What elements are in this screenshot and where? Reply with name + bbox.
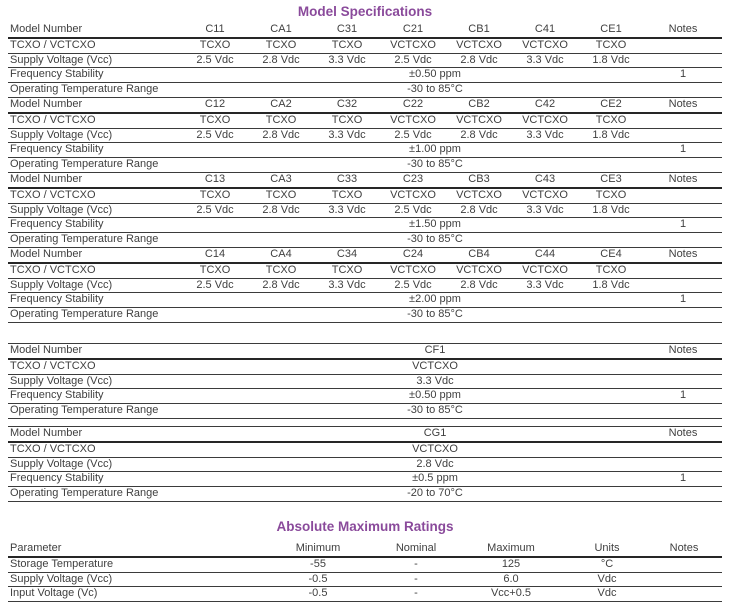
amr-units-cell: Vdc: [568, 572, 646, 587]
empty-notes-cell: [644, 359, 722, 374]
supply-voltage-cell: 3.3 Vdc: [512, 278, 578, 293]
notes-column-header: Notes: [644, 426, 722, 441]
row-label-operating-temp: Operating Temperature Range: [8, 404, 182, 419]
empty-notes-cell: [644, 38, 722, 53]
model-number-cell: C44: [512, 248, 578, 263]
oscillator-type-cell: TCXO: [578, 263, 644, 278]
spec-table-block-1: [8, 23, 722, 98]
table-row: [8, 389, 722, 404]
table-row: [8, 487, 722, 502]
table-row: [8, 173, 722, 188]
stability-note-cell: 1: [644, 472, 722, 487]
oscillator-type-cell: VCTCXO: [182, 442, 644, 457]
spec-table-block-4: [8, 248, 722, 323]
oscillator-type-cell: TCXO: [182, 113, 248, 128]
table-row: [8, 278, 722, 293]
stability-note-cell: 1: [644, 218, 722, 233]
amr-nominal-cell: -: [378, 557, 454, 572]
table-row: [8, 343, 722, 358]
supply-voltage-cell: 2.8 Vdc: [248, 203, 314, 218]
supply-voltage-cell: 3.3 Vdc: [314, 278, 380, 293]
row-label-supply-voltage: Supply Voltage (Vcc): [8, 203, 182, 218]
table-row: [8, 442, 722, 457]
model-number-cell: C21: [380, 23, 446, 38]
spec-table-cf1: [8, 343, 722, 419]
row-label-model-number: Model Number: [8, 343, 182, 358]
model-number-cell: C13: [182, 173, 248, 188]
model-number-cell: CA2: [248, 98, 314, 113]
row-label-model-number: Model Number: [8, 98, 182, 113]
model-number-cell: CB2: [446, 98, 512, 113]
model-number-cell: C12: [182, 98, 248, 113]
model-number-cell: C22: [380, 98, 446, 113]
spec-table-cg1: [8, 426, 722, 502]
model-number-cell: C14: [182, 248, 248, 263]
row-label-operating-temp: Operating Temperature Range: [8, 158, 182, 173]
supply-voltage-cell: 1.8 Vdc: [578, 203, 644, 218]
oscillator-type-cell: TCXO: [314, 113, 380, 128]
row-label-operating-temp: Operating Temperature Range: [8, 83, 182, 98]
model-number-cell: CB4: [446, 248, 512, 263]
oscillator-type-cell: VCTCXO: [512, 113, 578, 128]
table-row: [8, 359, 722, 374]
amr-maximum-cell: 125: [454, 557, 568, 572]
row-label-oscillator-type: TCXO / VCTCXO: [8, 359, 182, 374]
frequency-stability-cell: ±0.50 ppm: [182, 389, 644, 404]
table-row: [8, 23, 722, 38]
model-number-cell: CB1: [446, 23, 512, 38]
table-row: [8, 143, 722, 158]
operating-temp-cell: -20 to 70°C: [182, 487, 644, 502]
row-label-operating-temp: Operating Temperature Range: [8, 233, 182, 248]
oscillator-type-cell: TCXO: [578, 38, 644, 53]
amr-notes-cell: [646, 557, 722, 572]
empty-notes-cell: [644, 53, 722, 68]
supply-voltage-cell: 2.8 Vdc: [446, 278, 512, 293]
row-label-supply-voltage: Supply Voltage (Vcc): [8, 374, 182, 389]
table-row: [8, 38, 722, 53]
oscillator-type-cell: TCXO: [248, 188, 314, 203]
oscillator-type-cell: VCTCXO: [512, 188, 578, 203]
amr-notes-cell: [646, 572, 722, 587]
oscillator-type-cell: TCXO: [314, 38, 380, 53]
operating-temp-cell: -30 to 85°C: [182, 158, 644, 173]
oscillator-type-cell: TCXO: [314, 263, 380, 278]
model-number-cell: CG1: [182, 426, 644, 441]
table-row: [8, 572, 722, 587]
table-row: [8, 158, 722, 173]
supply-voltage-cell: 3.3 Vdc: [314, 128, 380, 143]
amr-header-parameter: Parameter: [8, 542, 258, 557]
oscillator-type-cell: VCTCXO: [380, 113, 446, 128]
table-row: [8, 542, 722, 557]
oscillator-type-cell: VCTCXO: [512, 38, 578, 53]
oscillator-type-cell: TCXO: [182, 188, 248, 203]
model-number-cell: CA3: [248, 173, 314, 188]
datasheet-page: [0, 4, 730, 602]
supply-voltage-cell: 2.5 Vdc: [182, 278, 248, 293]
stability-note-cell: 1: [644, 68, 722, 83]
frequency-stability-cell: ±1.00 ppm: [182, 143, 644, 158]
empty-notes-cell: [644, 278, 722, 293]
empty-notes-cell: [644, 374, 722, 389]
oscillator-type-cell: VCTCXO: [380, 188, 446, 203]
model-number-cell: C23: [380, 173, 446, 188]
model-number-cell: C31: [314, 23, 380, 38]
table-row: [8, 426, 722, 441]
stability-note-cell: 1: [644, 143, 722, 158]
empty-notes-cell: [644, 308, 722, 323]
oscillator-type-cell: TCXO: [248, 263, 314, 278]
supply-voltage-cell: 1.8 Vdc: [578, 53, 644, 68]
model-number-cell: CE3: [578, 173, 644, 188]
table-row: [8, 308, 722, 323]
notes-column-header: Notes: [644, 173, 722, 188]
model-number-cell: CA4: [248, 248, 314, 263]
model-number-cell: C33: [314, 173, 380, 188]
row-label-frequency-stability: Frequency Stability: [8, 389, 182, 404]
oscillator-type-cell: TCXO: [182, 38, 248, 53]
supply-voltage-cell: 3.3 Vdc: [314, 203, 380, 218]
empty-notes-cell: [644, 158, 722, 173]
table-row: [8, 218, 722, 233]
table-row: [8, 587, 722, 602]
model-number-cell: CF1: [182, 343, 644, 358]
operating-temp-cell: -30 to 85°C: [182, 404, 644, 419]
model-number-cell: C32: [314, 98, 380, 113]
amr-header-maximum: Maximum: [454, 542, 568, 557]
operating-temp-cell: -30 to 85°C: [182, 233, 644, 248]
model-number-cell: C42: [512, 98, 578, 113]
notes-column-header: Notes: [644, 248, 722, 263]
empty-notes-cell: [644, 487, 722, 502]
row-label-frequency-stability: Frequency Stability: [8, 143, 182, 158]
table-row: [8, 404, 722, 419]
table-row: [8, 248, 722, 263]
supply-voltage-cell: 2.8 Vdc: [182, 457, 644, 472]
model-number-cell: CE4: [578, 248, 644, 263]
row-label-oscillator-type: TCXO / VCTCXO: [8, 263, 182, 278]
table-row: [8, 128, 722, 143]
row-label-oscillator-type: TCXO / VCTCXO: [8, 113, 182, 128]
spec-tables-container: [0, 23, 730, 323]
spec-table-block-2: [8, 98, 722, 173]
amr-units-cell: Vdc: [568, 587, 646, 602]
amr-table-container: [0, 542, 730, 602]
notes-column-header: Notes: [644, 23, 722, 38]
model-number-cell: C24: [380, 248, 446, 263]
model-number-cell: C11: [182, 23, 248, 38]
supply-voltage-cell: 1.8 Vdc: [578, 128, 644, 143]
supply-voltage-cell: 2.8 Vdc: [248, 53, 314, 68]
frequency-stability-cell: ±1.50 ppm: [182, 218, 644, 233]
oscillator-type-cell: VCTCXO: [380, 263, 446, 278]
supply-voltage-cell: 3.3 Vdc: [512, 53, 578, 68]
oscillator-type-cell: VCTCXO: [446, 38, 512, 53]
amr-units-cell: °C: [568, 557, 646, 572]
model-number-cell: C34: [314, 248, 380, 263]
amr-minimum-cell: -55: [258, 557, 378, 572]
amr-minimum-cell: -0.5: [258, 572, 378, 587]
table-row: [8, 457, 722, 472]
row-label-model-number: Model Number: [8, 426, 182, 441]
supply-voltage-cell: 2.5 Vdc: [380, 53, 446, 68]
empty-notes-cell: [644, 457, 722, 472]
row-label-operating-temp: Operating Temperature Range: [8, 308, 182, 323]
row-label-supply-voltage: Supply Voltage (Vcc): [8, 128, 182, 143]
table-row: [8, 293, 722, 308]
supply-voltage-cell: 2.5 Vdc: [182, 203, 248, 218]
empty-notes-cell: [644, 128, 722, 143]
amr-nominal-cell: -: [378, 587, 454, 602]
amr-header-nominal: Nominal: [378, 542, 454, 557]
supply-voltage-cell: 2.8 Vdc: [248, 128, 314, 143]
oscillator-type-cell: VCTCXO: [380, 38, 446, 53]
oscillator-type-cell: TCXO: [314, 188, 380, 203]
table-row: [8, 557, 722, 572]
supply-voltage-cell: 2.5 Vdc: [380, 278, 446, 293]
row-label-frequency-stability: Frequency Stability: [8, 293, 182, 308]
row-label-supply-voltage: Supply Voltage (Vcc): [8, 278, 182, 293]
supply-voltage-cell: 2.5 Vdc: [380, 203, 446, 218]
row-label-oscillator-type: TCXO / VCTCXO: [8, 38, 182, 53]
supply-voltage-cell: 2.8 Vdc: [446, 53, 512, 68]
empty-notes-cell: [644, 233, 722, 248]
row-label-model-number: Model Number: [8, 173, 182, 188]
table-row: [8, 68, 722, 83]
operating-temp-cell: -30 to 85°C: [182, 308, 644, 323]
amr-header-notes: Notes: [646, 542, 722, 557]
table-row: [8, 203, 722, 218]
table-row: [8, 53, 722, 68]
supply-voltage-cell: 3.3 Vdc: [182, 374, 644, 389]
row-label-oscillator-type: TCXO / VCTCXO: [8, 188, 182, 203]
empty-notes-cell: [644, 203, 722, 218]
oscillator-type-cell: TCXO: [578, 188, 644, 203]
amr-header-units: Units: [568, 542, 646, 557]
table-row: [8, 263, 722, 278]
supply-voltage-cell: 2.8 Vdc: [248, 278, 314, 293]
model-number-cell: C41: [512, 23, 578, 38]
supply-voltage-cell: 2.5 Vdc: [182, 128, 248, 143]
amr-table: [8, 542, 722, 602]
supply-voltage-cell: 3.3 Vdc: [512, 128, 578, 143]
table-row: [8, 98, 722, 113]
row-label-operating-temp: Operating Temperature Range: [8, 487, 182, 502]
row-label-supply-voltage: Supply Voltage (Vcc): [8, 457, 182, 472]
amr-parameter-cell: Input Voltage (Vc): [8, 587, 258, 602]
empty-notes-cell: [644, 442, 722, 457]
row-label-frequency-stability: Frequency Stability: [8, 218, 182, 233]
stability-note-cell: 1: [644, 293, 722, 308]
row-label-supply-voltage: Supply Voltage (Vcc): [8, 53, 182, 68]
table-row: [8, 113, 722, 128]
oscillator-type-cell: TCXO: [248, 38, 314, 53]
empty-notes-cell: [644, 113, 722, 128]
table-row: [8, 233, 722, 248]
amr-minimum-cell: -0.5: [258, 587, 378, 602]
amr-parameter-cell: Supply Voltage (Vcc): [8, 572, 258, 587]
row-label-oscillator-type: TCXO / VCTCXO: [8, 442, 182, 457]
model-number-cell: CE2: [578, 98, 644, 113]
frequency-stability-cell: ±2.00 ppm: [182, 293, 644, 308]
amr-maximum-cell: Vcc+0.5: [454, 587, 568, 602]
empty-notes-cell: [644, 188, 722, 203]
oscillator-type-cell: TCXO: [248, 113, 314, 128]
supply-voltage-cell: 1.8 Vdc: [578, 278, 644, 293]
oscillator-type-cell: VCTCXO: [512, 263, 578, 278]
row-label-frequency-stability: Frequency Stability: [8, 68, 182, 83]
empty-notes-cell: [644, 263, 722, 278]
spec-table-block-3: [8, 173, 722, 248]
oscillator-type-cell: VCTCXO: [446, 263, 512, 278]
row-label-frequency-stability: Frequency Stability: [8, 472, 182, 487]
supply-voltage-cell: 3.3 Vdc: [512, 203, 578, 218]
table-row: [8, 83, 722, 98]
amr-section-title: Absolute Maximum Ratings: [276, 518, 454, 534]
supply-voltage-cell: 2.8 Vdc: [446, 128, 512, 143]
notes-column-header: Notes: [644, 98, 722, 113]
row-label-model-number: Model Number: [8, 248, 182, 263]
supply-voltage-cell: 3.3 Vdc: [314, 53, 380, 68]
model-number-cell: CE1: [578, 23, 644, 38]
oscillator-type-cell: TCXO: [578, 113, 644, 128]
model-number-cell: C43: [512, 173, 578, 188]
oscillator-type-cell: VCTCXO: [446, 113, 512, 128]
oscillator-type-cell: VCTCXO: [446, 188, 512, 203]
single-model-tables-container: [0, 343, 730, 502]
supply-voltage-cell: 2.5 Vdc: [380, 128, 446, 143]
stability-note-cell: 1: [644, 389, 722, 404]
supply-voltage-cell: 2.5 Vdc: [182, 53, 248, 68]
amr-parameter-cell: Storage Temperature: [8, 557, 258, 572]
model-number-cell: CA1: [248, 23, 314, 38]
empty-notes-cell: [644, 404, 722, 419]
supply-voltage-cell: 2.8 Vdc: [446, 203, 512, 218]
operating-temp-cell: -30 to 85°C: [182, 83, 644, 98]
amr-nominal-cell: -: [378, 572, 454, 587]
notes-column-header: Notes: [644, 343, 722, 358]
spec-section-title: Model Specifications: [297, 4, 433, 19]
frequency-stability-cell: ±0.50 ppm: [182, 68, 644, 83]
table-row: [8, 472, 722, 487]
frequency-stability-cell: ±0.5 ppm: [182, 472, 644, 487]
table-row: [8, 188, 722, 203]
oscillator-type-cell: TCXO: [182, 263, 248, 278]
oscillator-type-cell: VCTCXO: [182, 359, 644, 374]
model-number-cell: CB3: [446, 173, 512, 188]
amr-header-minimum: Minimum: [258, 542, 378, 557]
amr-notes-cell: [646, 587, 722, 602]
table-row: [8, 374, 722, 389]
amr-maximum-cell: 6.0: [454, 572, 568, 587]
empty-notes-cell: [644, 83, 722, 98]
row-label-model-number: Model Number: [8, 23, 182, 38]
